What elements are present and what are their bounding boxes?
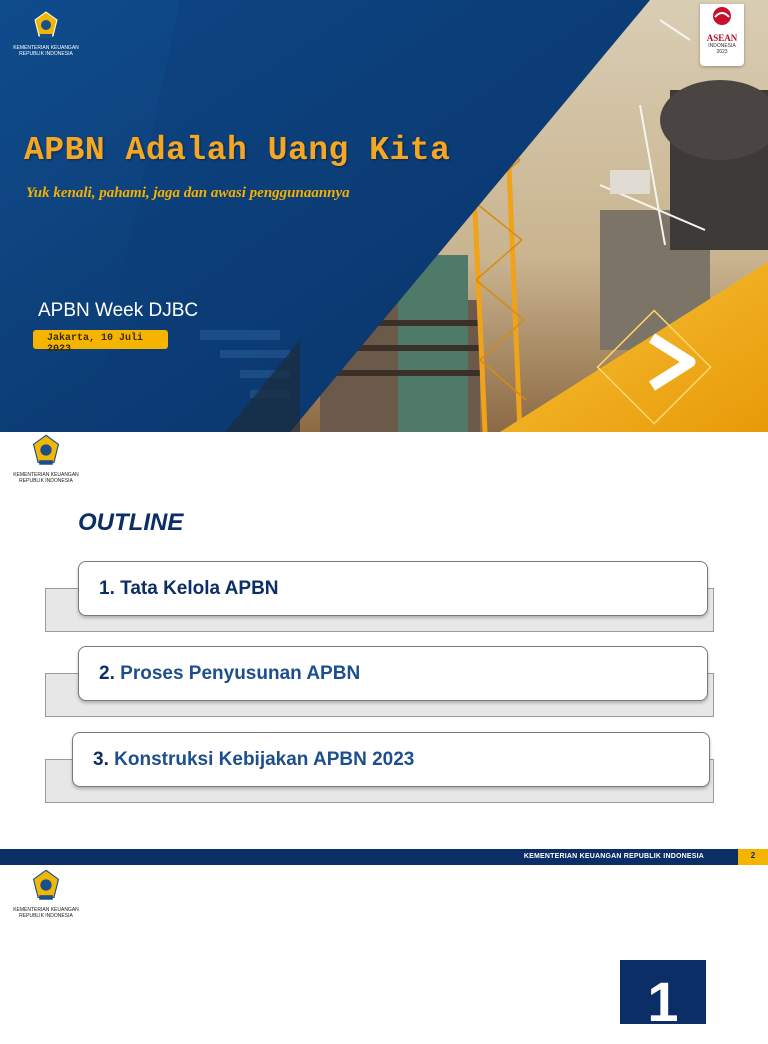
- ministry-name: KEMENTERIAN KEUANGAN: [13, 907, 79, 913]
- ministry-country: REPUBLIK INDONESIA: [19, 478, 73, 484]
- ministry-name: KEMENTERIAN KEUANGAN: [13, 472, 79, 478]
- cover-title: APBN Adalah Uang Kita: [24, 132, 451, 169]
- section-number: 1: [620, 960, 706, 1024]
- outline-item-number: 3.: [93, 748, 109, 770]
- ministry-logo: [6, 433, 86, 484]
- section-slide: [0, 866, 768, 1033]
- cover-subtitle: Yuk kenali, pahami, jaga dan awasi penggunaannya: [26, 185, 350, 201]
- outline-item-2[interactable]: [78, 646, 708, 701]
- outline-item-label: Proses Penyusunan APBN: [120, 662, 361, 684]
- ministry-logo: [10, 10, 82, 57]
- outline-title: OUTLINE: [78, 509, 184, 536]
- cover-slide: [0, 0, 768, 432]
- ministry-emblem-icon: [29, 433, 63, 467]
- asean-badge-country: INDONESIA: [708, 43, 736, 49]
- asean-emblem-icon: [711, 4, 733, 26]
- event-name: APBN Week DJBC: [38, 300, 199, 321]
- ministry-country: REPUBLIK INDONESIA: [19, 913, 73, 919]
- outline-item-number: 2.: [99, 662, 115, 684]
- date-badge: [33, 330, 168, 355]
- asean-badge-year: 2023: [716, 49, 728, 55]
- page-number: 2: [738, 849, 768, 865]
- ministry-emblem-icon: [29, 868, 63, 902]
- outline-item-1[interactable]: [78, 561, 708, 616]
- outline-slide: [0, 433, 768, 865]
- ministry-logo: [6, 868, 86, 919]
- event-date: Jakarta, 10 Juli 2023: [47, 333, 144, 355]
- outline-item-number: 1.: [99, 577, 115, 599]
- cover-background: [0, 0, 768, 432]
- ministry-emblem-icon: [31, 10, 61, 40]
- asean-badge: [700, 4, 744, 66]
- outline-item-label: Konstruksi Kebijakan APBN 2023: [114, 748, 415, 770]
- footer-bar: [0, 849, 768, 865]
- outline-item-3[interactable]: [72, 732, 710, 787]
- ministry-name: KEMENTERIAN KEUANGAN: [13, 45, 79, 51]
- asean-badge-name: ASEAN: [706, 33, 738, 43]
- footer-text: KEMENTERIAN KEUANGAN REPUBLIK INDONESIA: [523, 853, 704, 860]
- outline-item-label: Tata Kelola APBN: [120, 577, 279, 599]
- ministry-country: REPUBLIK INDONESIA: [19, 51, 73, 57]
